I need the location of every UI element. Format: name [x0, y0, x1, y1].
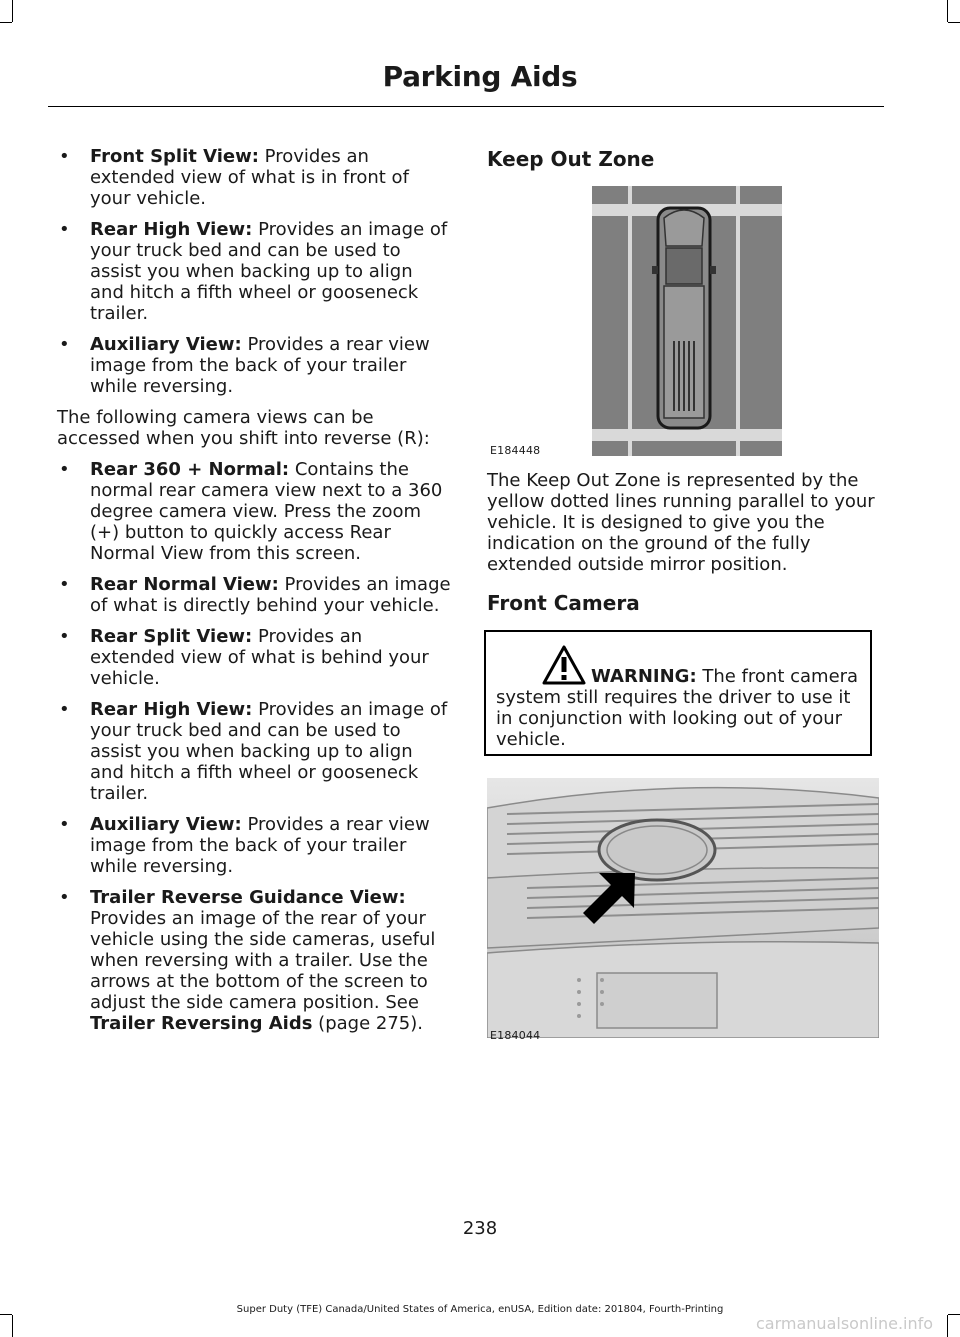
bullet-symbol: •	[59, 459, 70, 480]
front-camera-grille-illustration	[487, 778, 879, 1038]
warning-label: WARNING:	[591, 666, 697, 687]
crop-mark	[947, 0, 948, 22]
bullet-symbol: •	[59, 814, 70, 835]
keep-out-description: The Keep Out Zone is represented by the yellow dotted lines running parallel to your vehicle. It is designed to give you the indication on the ground of the fully extended outside mirror position.	[487, 470, 875, 575]
section-heading-keep-out-zone: Keep Out Zone	[487, 147, 655, 171]
bullet-label: Auxiliary View:	[90, 814, 242, 835]
oval-emblem	[599, 820, 715, 880]
keep-out-line-right	[736, 186, 740, 456]
bullet-symbol: •	[59, 146, 70, 167]
bullet-text: Provides an extended view of what is in front of your vehicle.	[90, 146, 409, 209]
bullet-label: Trailer Reverse Guidance View:	[90, 887, 406, 908]
warning-text	[496, 666, 866, 750]
bullet-symbol: •	[59, 574, 70, 595]
right-column	[487, 146, 882, 172]
crop-mark	[0, 22, 12, 23]
page-title: Parking Aids	[382, 60, 578, 93]
road-stripe	[592, 429, 782, 441]
bullet-label: Front Split View:	[90, 146, 259, 167]
list-item	[57, 459, 452, 564]
bullet-label: Auxiliary View:	[90, 334, 242, 355]
bullet-symbol: •	[59, 219, 70, 240]
bullet-label: Rear Split View:	[90, 626, 253, 647]
list-item	[57, 574, 452, 616]
bullet-label: Rear Normal View:	[90, 574, 279, 595]
page-number: 238	[462, 1218, 498, 1239]
bullet-symbol: •	[59, 887, 70, 908]
figure-code: E184044	[490, 1029, 541, 1042]
bullet-text: Provides an extended view of what is behind your vehicle.	[90, 626, 429, 689]
keep-out-line-left	[628, 186, 632, 456]
list-item	[57, 887, 452, 1034]
edition-footer: Super Duty (TFE) Canada/United States of America, enUSA, Edition date: 201804, Fourth-Printing	[236, 1304, 724, 1315]
keep-out-zone-illustration	[592, 186, 782, 456]
figure-code: E184448	[490, 444, 541, 457]
list-item	[57, 334, 452, 397]
bullet-text: Provides an image of your truck bed and can be used to assist you when backing up to align and hitch a fifth wheel or gooseneck trailer.	[90, 219, 448, 324]
list-item	[57, 146, 452, 209]
watermark: carmanualsonline.info	[756, 1314, 934, 1333]
cross-reference-link[interactable]: Trailer Reversing Aids	[90, 1013, 313, 1034]
section-heading-front-camera: Front Camera	[487, 591, 640, 615]
bullet-symbol: •	[59, 626, 70, 647]
bullet-text: Provides an image of what is directly behind your vehicle.	[90, 574, 451, 616]
bullet-text: Provides a rear view image from the back of your trailer while reversing.	[90, 814, 430, 877]
bullet-label: Rear 360 + Normal:	[90, 459, 290, 480]
bullet-label: Rear High View:	[90, 699, 253, 720]
intro-paragraph: The following camera views can be accessed when you shift into reverse (R):	[57, 407, 430, 449]
bullet-label: Rear High View:	[90, 219, 253, 240]
license-plate-bracket	[597, 973, 717, 1028]
list-item	[57, 219, 452, 324]
page-reference: (page 275).	[312, 1013, 423, 1034]
list-item	[57, 699, 452, 804]
bullet-text: Provides a rear view image from the back of your trailer while reversing.	[90, 334, 430, 397]
bullet-text: Provides an image of the rear of your vehicle using the side cameras, useful when reversing with a trailer. Use the arrows at the bottom of the screen to adjust the side camera position. See	[90, 908, 436, 1013]
warning-callout	[484, 630, 872, 756]
warning-body: The front camera system still requires the driver to use it in conjunction with looking out of your vehicle.	[496, 666, 859, 750]
bullet-symbol: •	[59, 699, 70, 720]
bullet-symbol: •	[59, 334, 70, 355]
left-column	[57, 146, 452, 1044]
truck-top-view	[652, 208, 716, 428]
crop-mark	[948, 22, 960, 23]
bullet-text: Contains the normal rear camera view next to a 360 degree camera view. Press the zoom (+) button to quickly access Rear Normal View from this screen.	[90, 459, 443, 564]
list-item	[57, 814, 452, 877]
header-divider	[48, 106, 884, 107]
crop-mark	[12, 0, 13, 22]
bullet-text: Provides an image of your truck bed and can be used to assist you when backing up to align and hitch a fifth wheel or gooseneck trailer.	[90, 699, 448, 804]
crop-mark	[12, 1315, 13, 1337]
list-item	[57, 626, 452, 689]
crop-mark	[947, 1315, 948, 1337]
